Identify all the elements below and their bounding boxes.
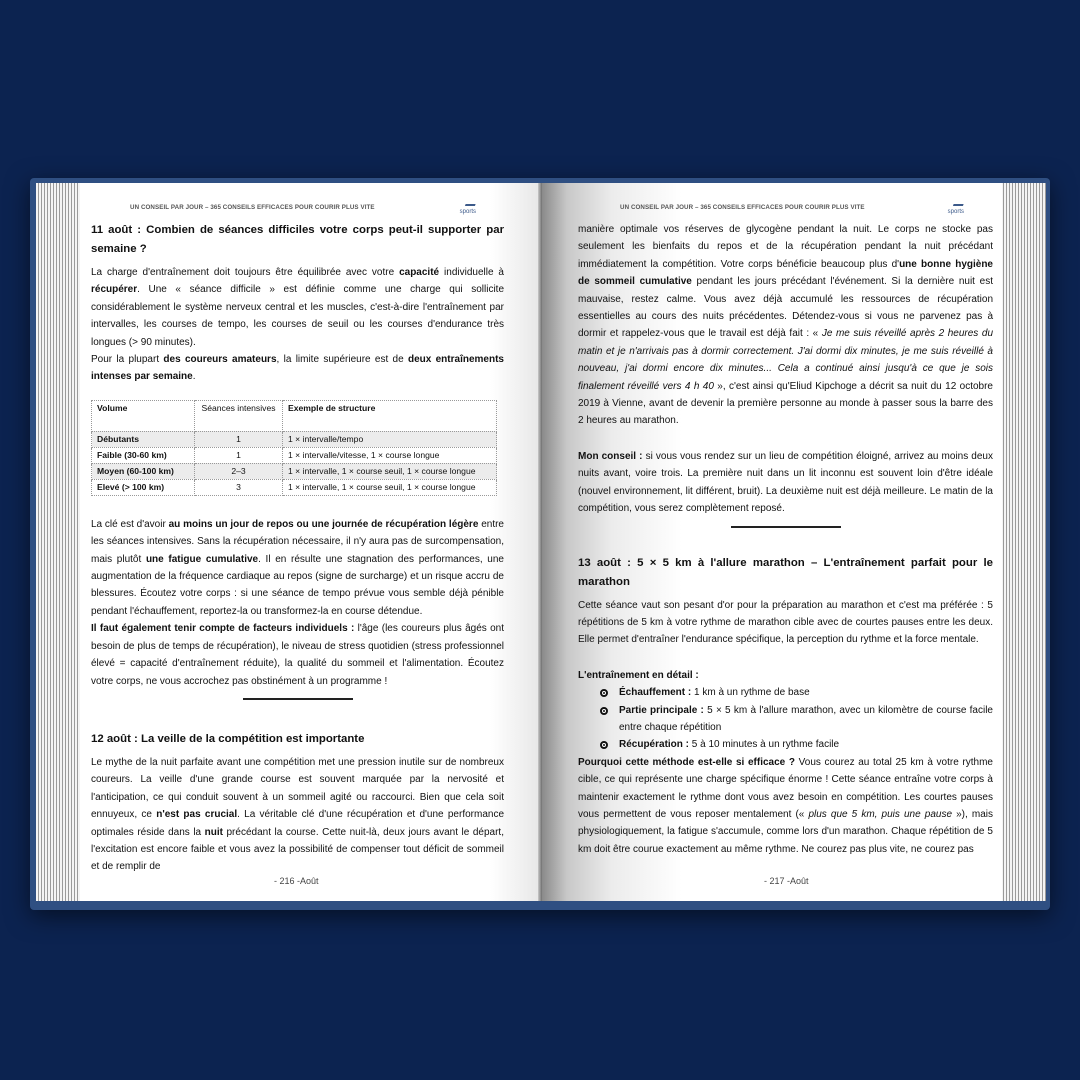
heading-11-aout: 11 août : Combien de séances difficiles votre corps peut-il supporter par semaine ? xyxy=(91,224,504,255)
page-edges-left xyxy=(36,183,80,901)
paragraph: Cette séance vaut son pesant d'or pour la préparation au marathon et c'est ma préférée : 5 répétitions de 5 km à votre rythme de marathon cible avec de courtes pauses entre les deux. Elle permet d'entraîner l'endurance spécifique, la perception du rythme et la force mentale. xyxy=(578,599,993,646)
bullet-icon xyxy=(600,689,608,697)
heading-12-aout: 12 août : La veille de la compétition est importante xyxy=(91,732,365,745)
bullet-icon xyxy=(600,741,608,749)
page-number: - 217 -Août xyxy=(764,876,809,886)
workout-list xyxy=(600,684,993,754)
logo-mark-icon xyxy=(953,200,965,206)
table-header-row xyxy=(92,400,497,431)
detail-heading: L'entraînement en détail : xyxy=(578,669,699,681)
paragraph: La clé est d'avoir au moins un jour de repos ou une journée de récupération légère entre les séances intensives. Sans la récupération nécessaire, il n'y aura pas de surcompensation, mais plutôt une fatigue cumulative. Il en résulte une stagnation des performances, une augmentation de la fréquence cardiaque au repos (signe de surcharge) et un risque accru de blessures. Écoutez votre corps : si une séance de tempo prévue vous semble déjà pénible pendant l'échauffement, reportez-la ou transformez-la en course détendue. xyxy=(91,518,504,617)
table-cell: 1 × intervalle, 1 × course seuil, 1 × course longue xyxy=(283,463,497,479)
paragraph: Mon conseil : si vous vous rendez sur un lieu de compétition éloigné, arrivez au moins deux nuits avant, voire trois. La première nuit dans un lit inconnu est souvent loin d'être idéale (nouvel environnement, lit différent, bruit). La deuxième nuit est déjà meilleure. Le matin de la compétition, vous serez complètement reposé. xyxy=(578,450,993,515)
table-cell: 1 × intervalle/vitesse, 1 × course longue xyxy=(283,447,497,463)
table-header-cell: Exemple de structure xyxy=(283,400,497,431)
list-item: Échauffement : 1 km à un rythme de base xyxy=(600,684,993,701)
paragraph: Le mythe de la nuit parfaite avant une compétition met une pression inutile sur de nombreux coureurs. La veille d'une grande course est souvent marquée par la nervosité et l'anticipation, ce qui conduit souvent à un sommeil agité ou raccourci. Bien que cela soit ennuyeux, ce n'est pas crucial. La véritable clé d'une récupération et d'une performance optimales réside dans la nuit précédant la course. Cette nuit-là, deux jours avant le départ, l'excitation est encore faible et vous avez la possibilité de compenser tout déficit de sommeil et de remplir de xyxy=(91,756,505,873)
training-table xyxy=(91,400,497,496)
left-page-content xyxy=(91,221,504,876)
section-divider xyxy=(731,526,841,528)
table-cell: 1 × intervalle/tempo xyxy=(283,431,497,447)
bullet-icon xyxy=(600,707,608,715)
table-cell: 1 xyxy=(195,447,283,463)
table-cell: Moyen (60-100 km) xyxy=(92,463,195,479)
right-page xyxy=(542,183,1002,901)
logo-mark-icon xyxy=(465,200,477,206)
table-cell: 1 xyxy=(195,431,283,447)
paragraph: La charge d'entraînement doit toujours être équilibrée avec votre capacité individuelle à récupérer. Une « séance difficile » est définie comme une charge qui sollicite considérablement le système nerveux central et les muscles, c'est-à-dire l'entraînement par intervalles, les courses de tempo, les courses de seuil ou les courses d'endurance très longues (> 90 minutes). xyxy=(91,267,504,348)
list-item: Partie principale : 5 × 5 km à l'allure marathon, avec un kilomètre de course facile entre chaque répétition xyxy=(600,702,993,737)
table-row xyxy=(92,463,497,479)
list-item: Récupération : 5 à 10 minutes à un rythme facile xyxy=(600,736,993,753)
page-edges-right xyxy=(1000,183,1046,901)
table-cell: 1 × intervalle, 1 × course seuil, 1 × course longue xyxy=(283,479,497,495)
table-cell: Faible (30-60 km) xyxy=(92,447,195,463)
page-number: - 216 -Août xyxy=(274,876,319,886)
paragraph: Pourquoi cette méthode est-elle si efficace ? Vous courez au total 25 km à votre rythme cible, ce qui représente une charge spécifique énorme ! Cette séance entraîne votre corps à maintenir exactement le rythme dont vous avez besoin en compétition. Les courtes pauses vous permettent de vous reposer mentalement (« plus que 5 km, puis une pause »), mais physiologiquement, la fatigue s'accumule, comme lors d'un marathon. Chaque répétition de 5 km doit être courue exactement au même rythme. Ne courez pas plus vite, ne courez pas xyxy=(578,756,993,855)
publisher-logo xyxy=(928,200,964,216)
running-head: UN CONSEIL PAR JOUR – 365 CONSEILS EFFICACES POUR COURIR PLUS VITE xyxy=(130,204,375,211)
table-header-cell: Volume xyxy=(92,400,195,431)
table-cell: Elevé (> 100 km) xyxy=(92,479,195,495)
logo-text: sports xyxy=(947,209,964,215)
heading-13-aout: 13 août : 5 × 5 km à l'allure marathon – L'entraînement parfait pour le marathon xyxy=(578,556,993,588)
table-header-cell: Séances intensives xyxy=(195,400,283,431)
left-page xyxy=(80,183,542,901)
table-cell: Débutants xyxy=(92,431,195,447)
table-row xyxy=(92,431,497,447)
table-row xyxy=(92,479,497,495)
logo-text: sports xyxy=(459,209,476,215)
running-head: UN CONSEIL PAR JOUR – 365 CONSEILS EFFICACES POUR COURIR PLUS VITE xyxy=(620,204,865,211)
publisher-logo xyxy=(440,200,476,216)
section-divider xyxy=(243,698,353,700)
right-page-content xyxy=(578,221,993,858)
paragraph: manière optimale vos réserves de glycogène pendant la nuit. Le corps ne stocke pas seulement les bienfaits du repos et de la récupération pendant la nuit précédant immédiatement la compétition. Votre corps bénéficie beaucoup plus d'une bonne hygiène de sommeil cumulative pendant les jours précédant l'événement. Si la dernière nuit est mauvaise, restez calme. Vous avez déjà accumulé les ressources de récupération essentielles au cours des nuits précédentes. Détendez-vous si vous ne parvenez pas à dormir et rappelez-vous que le travail est déjà fait : « Je me suis réveillé après 2 heures du matin et je n'arrivais pas à dormir correctement. J'ai dormi dix minutes, je me suis réveillé à nouveau, j'ai dormi encore dix minutes... Cela a continué ainsi jusqu'à ce que je sois finalement réveillé vers 4 h 40 », c'est ainsi qu'Eliud Kipchoge a décrit sa nuit du 12 octobre 2019 à Vienne, avant de devenir la première personne au monde à passer sous la barre des 2 heures au marathon. xyxy=(578,224,994,427)
table-cell: 3 xyxy=(195,479,283,495)
table-row xyxy=(92,447,497,463)
paragraph: Pour la plupart des coureurs amateurs, la limite supérieure est de deux entraînements intenses par semaine. xyxy=(91,354,504,383)
paragraph: Il faut également tenir compte de facteurs individuels : l'âge (les coureurs plus âgés ont besoin de plus de temps de récupération), le niveau de stress quotidien (stress professionnel élevé = capacité d'entraînement réduite), la qualité du sommeil et l'alimentation. Écoutez votre corps, ne vous accrochez pas obstinément à un programme ! xyxy=(91,623,504,687)
table-cell: 2–3 xyxy=(195,463,283,479)
